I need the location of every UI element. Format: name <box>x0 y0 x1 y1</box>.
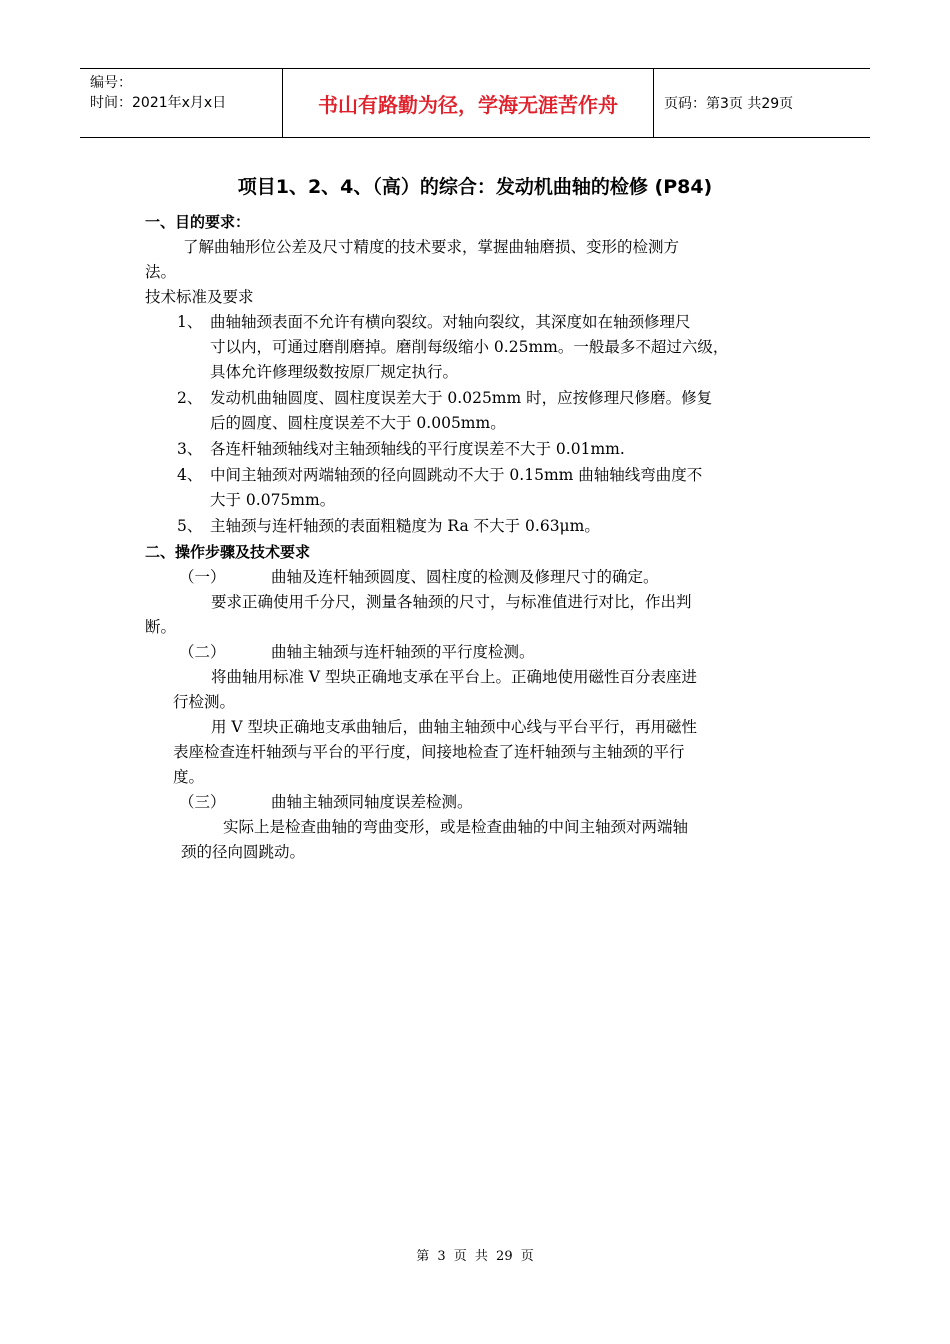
goals-text-line: 了解曲轴形位公差及尺寸精度的技术要求，掌握曲轴磨损、变形的检测方 <box>183 238 680 256</box>
step-3-text-line: 实际上是检查曲轴的弯曲变形，或是检查曲轴的中间主轴颈对两端轴 <box>223 818 689 836</box>
item-text-line: 大于 0.075mm。 <box>210 491 336 509</box>
step-title: 曲轴主轴颈与连杆轴颈的平行度检测。 <box>271 643 535 661</box>
step-title: 曲轴及连杆轴颈圆度、圆柱度的检测及修理尺寸的确定。 <box>271 568 659 586</box>
item-text-line: 各连杆轴颈轴线对主轴颈轴线的平行度误差不大于 0.01mm. <box>210 440 625 458</box>
item-number: 3、 <box>177 440 203 458</box>
item-text-line: 寸以内，可通过磨削磨掉。磨削每级缩小 0.25mm。一般最多不超过六级， <box>210 338 729 356</box>
step-1-text-line: 断。 <box>145 618 177 636</box>
step-1-heading <box>145 565 810 590</box>
item-number: 2、 <box>177 389 203 407</box>
document-title: 项目1、2、4、（高）的综合：发动机曲轴的检修 (P84) <box>237 176 713 198</box>
document-time: 时间：2021年x月x日 <box>90 95 227 111</box>
item-number: 5、 <box>177 517 203 535</box>
step-2-text-line: 表座检查连杆轴颈与平台的平行度，间接地检查了连杆轴颈与主轴颈的平行 <box>173 743 685 761</box>
standard-item-4 <box>145 463 810 513</box>
standard-item-2 <box>145 386 810 436</box>
header-page-info: 页码：第3页 共29页 <box>664 96 794 112</box>
header-meta <box>80 69 282 137</box>
item-text-line: 主轴颈与连杆轴颈的表面粗糙度为 Ra 不大于 0.63μm。 <box>210 517 600 535</box>
item-text-line: 具体允许修理级数按原厂规定执行。 <box>210 363 459 381</box>
standard-item-5 <box>145 514 810 539</box>
page-header <box>80 68 870 138</box>
standards-label: 技术标准及要求 <box>145 288 254 306</box>
step-2-text-line: 行检测。 <box>173 693 236 711</box>
step-2-text-line: 用 V 型块正确地支承曲轴后，曲轴主轴颈中心线与平台平行，再用磁性 <box>211 718 698 736</box>
step-3-text-line: 颈的径向圆跳动。 <box>181 843 306 861</box>
item-text-line: 中间主轴颈对两端轴颈的径向圆跳动不大于 0.15mm 曲轴轴线弯曲度不 <box>210 466 703 484</box>
header-motto: 书山有路勤为径，学海无涯苦作舟 <box>282 69 654 137</box>
item-text-line: 曲轴轴颈表面不允许有横向裂纹。对轴向裂纹，其深度如在轴颈修理尺 <box>210 313 691 331</box>
standard-item-1 <box>145 310 810 385</box>
step-title: 曲轴主轴颈同轴度误差检测。 <box>271 793 473 811</box>
step-2-text-line: 将曲轴用标准 V 型块正确地支承在平台上。正确地使用磁性百分表座进 <box>211 668 698 686</box>
step-2-heading <box>145 640 810 665</box>
goals-text-line: 法。 <box>145 263 177 281</box>
step-label: （一） <box>179 568 226 586</box>
document-body <box>145 210 810 865</box>
standard-item-3 <box>145 437 810 462</box>
item-text-line: 后的圆度、圆柱度误差不大于 0.005mm。 <box>210 414 506 432</box>
page-footer: 第 3 页 共 29 页 <box>416 1249 534 1264</box>
document-number-label: 编号： <box>90 75 132 91</box>
step-2-text-line: 度。 <box>173 768 205 786</box>
step-label: （三） <box>179 793 226 811</box>
step-3-heading <box>145 790 810 815</box>
section-heading-goals: 一、目的要求： <box>145 213 251 231</box>
step-1-text-line: 要求正确使用千分尺，测量各轴颈的尺寸，与标准值进行对比，作出判 <box>211 593 692 611</box>
item-text-line: 发动机曲轴圆度、圆柱度误差大于 0.025mm 时，应按修理尺修磨。修复 <box>210 389 713 407</box>
step-label: （二） <box>179 643 226 661</box>
section-heading-steps: 二、操作步骤及技术要求 <box>145 543 311 561</box>
item-number: 4、 <box>177 466 203 484</box>
item-number: 1、 <box>177 313 203 331</box>
